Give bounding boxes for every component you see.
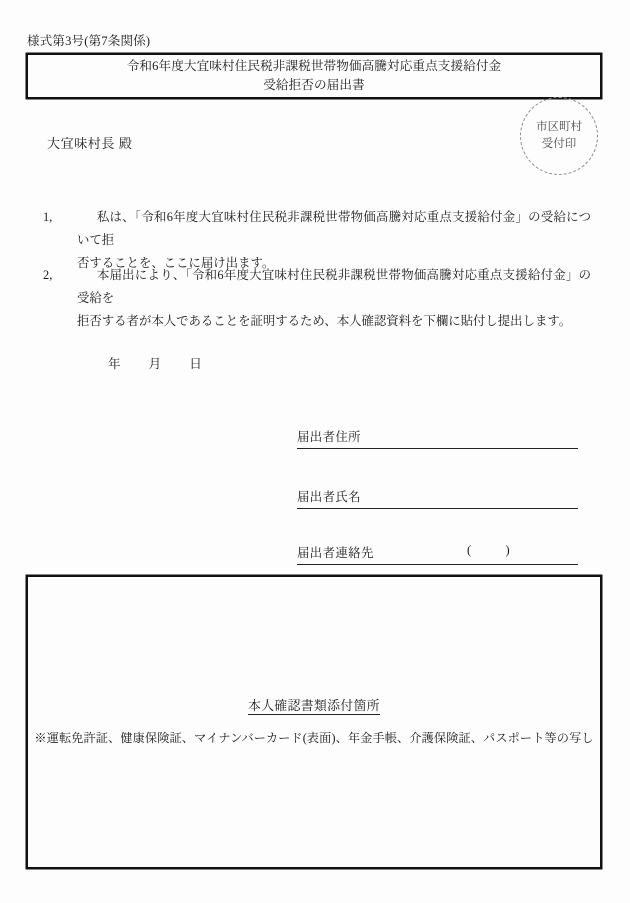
clause-2-line-1: 本届出により、「令和6年度大宜味村住民税非課税世帯物価高騰対応重点支援給付金」の受給を [77, 268, 591, 305]
applicant-contact-label: 届出者連絡先 [297, 546, 374, 560]
year-label: 年 [108, 357, 121, 371]
form-number: 様式第3号(第7条関係) [27, 34, 151, 48]
clause-1-line-1: 私は、「令和6年度大宜味村住民税非課税世帯物価高騰対応重点支援給付金」の受給について拒 [77, 210, 591, 247]
clause-2-marker: 2, [43, 268, 53, 282]
clause-item-2 [43, 264, 591, 333]
clause-2-line-2: 拒否する者が本人であることを証明するため、本人確認資料を下欄に貼付し提出します。 [77, 314, 572, 328]
attachment-heading [28, 695, 600, 714]
phone-area-code-parentheses [467, 543, 510, 558]
applicant-name-field[interactable] [297, 487, 578, 509]
applicant-name-label: 届出者氏名 [297, 490, 361, 504]
applicant-contact-field[interactable] [297, 543, 578, 565]
attachment-heading-text: 本人確認書類添付箇所 [248, 699, 380, 713]
clause-1-line-2: 否することを、ここに届け出ます。 [77, 256, 275, 270]
clause-1-marker: 1, [43, 210, 53, 224]
addressee-line: 大宜味村長 殿 [47, 136, 133, 151]
stamp-label-line-2: 受付印 [541, 138, 577, 150]
stamp-label-line-1: 市区町村 [536, 121, 582, 133]
title-line-1: 令和6年度大宜味村住民税非課税世帯物価高騰対応重点支援給付金 [126, 59, 502, 73]
municipal-receipt-stamp-area [520, 97, 598, 175]
title-box [27, 54, 601, 98]
month-label: 月 [148, 357, 162, 371]
paren-close: ) [505, 543, 511, 557]
attachment-accepted-documents-note: ※運転免許証、健康保険証、マイナンバーカード(表面)、年金手帳、介護保険証、パスポート等の写し [34, 731, 594, 745]
applicant-address-label: 届出者住所 [297, 430, 361, 444]
day-label: 日 [189, 357, 202, 371]
date-entry-line[interactable] [80, 353, 202, 372]
paren-open: ( [467, 543, 472, 557]
identity-document-attachment-box[interactable] [27, 576, 601, 868]
title-line-2: 受給拒否の届出書 [263, 78, 365, 92]
applicant-address-field[interactable] [297, 427, 578, 449]
